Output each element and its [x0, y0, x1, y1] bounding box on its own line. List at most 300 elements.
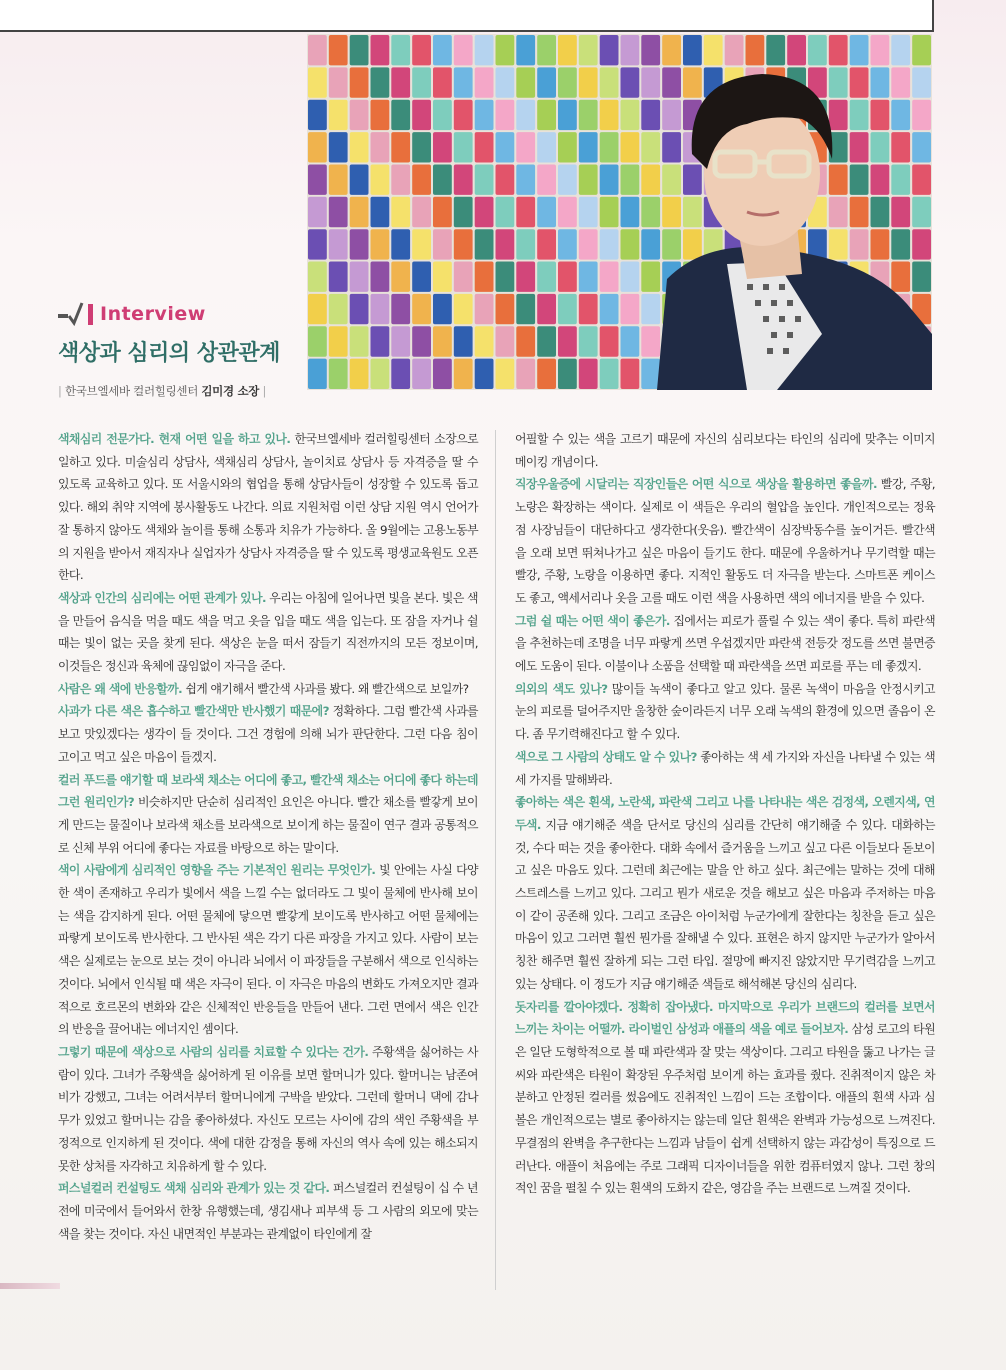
color-swatch	[433, 67, 452, 97]
article-paragraph	[515, 678, 935, 746]
color-swatch	[371, 100, 390, 130]
color-swatch	[475, 197, 494, 227]
color-swatch	[412, 100, 431, 130]
color-swatch	[829, 229, 848, 259]
color-swatch	[475, 165, 494, 195]
color-swatch	[829, 165, 848, 195]
color-swatch	[496, 100, 515, 130]
color-swatch	[683, 67, 702, 97]
color-swatch	[433, 294, 452, 324]
color-swatch	[579, 229, 598, 259]
color-swatch	[891, 165, 910, 195]
color-swatch	[475, 326, 494, 356]
color-swatch	[537, 100, 556, 130]
color-swatch	[454, 100, 473, 130]
color-swatch	[537, 262, 556, 292]
color-swatch	[329, 262, 348, 292]
color-swatch	[537, 294, 556, 324]
byline-org: 한국브엘세바 컬러힐링센터	[64, 384, 198, 398]
answer-text: 비슷하지만 단순히 심리적인 요인은 아니다. 빨간 채소를 빨갛게 보이게 만드는 물질이나 보라색 채소를 보라색으로 보이게 하는 물질이 연구 결과 공통적으로 신체 부위 어디에 좋다는 자료를 바탕으로 하는 말이다.	[58, 795, 478, 855]
color-swatch	[579, 262, 598, 292]
color-swatch	[746, 35, 765, 65]
answer-text: 한국브엘세바 컬러힐링센터 소장으로 일하고 있다. 미술심리 상담사, 색채심리 상담사, 놀이치료 상담사 등 자격증을 딸 수 있도록 교육하고 있다. 또 서울시와의 협업을 통해 상담사들이 성장할 수 있도록 돕고 있다. 해외 취약 지역에 봉사활동도 나간다. 의료 지원처럼 이런 상담 지원 역시 언어가 잘 통하지 않아도 색채와 놀이를 통해 소통과 치유가 가능하다. 올 9월에는 고용노동부의 지원을 받아서 재직자나 실업자가 상담사 자격증을 딸 수 있도록 평생교육원도 오픈한다.	[58, 432, 478, 583]
color-swatch	[641, 359, 660, 389]
color-swatch	[454, 35, 473, 65]
color-swatch	[912, 67, 931, 97]
article-paragraph	[58, 678, 478, 701]
color-swatch	[871, 165, 890, 195]
color-swatch	[641, 67, 660, 97]
color-swatch	[412, 294, 431, 324]
color-swatch	[829, 35, 848, 65]
color-swatch	[308, 262, 327, 292]
color-swatch	[433, 35, 452, 65]
color-swatch	[516, 165, 535, 195]
color-swatch	[600, 294, 619, 324]
question-text: 돗자리를 깔아야겠다. 정확히 잡아냈다. 마지막으로 우리가 브랜드의 컬러를 보면서 느끼는 차이는 어떨까. 라이벌인 삼성과 애플의 색을 예로 들어보자.	[515, 999, 935, 1037]
question-text: 직장우울증에 시달리는 직장인들은 어떤 식으로 색상을 활용하면 좋을까.	[515, 477, 877, 492]
color-swatch	[662, 197, 681, 227]
color-swatch	[433, 100, 452, 130]
question-text: 사람은 왜 색에 반응할까.	[58, 681, 183, 696]
color-swatch	[475, 35, 494, 65]
color-swatch	[537, 132, 556, 162]
color-swatch	[537, 67, 556, 97]
color-swatch	[850, 165, 869, 195]
color-swatch	[412, 229, 431, 259]
question-text: 색이 사람에게 심리적인 영향을 주는 기본적인 원리는 무엇인가.	[58, 863, 376, 878]
answer-text: 주황색을 싫어하는 사람이 있다. 그녀가 주황색을 싫어하게 된 이유를 보면 할머니가 있다. 할머니는 남존여비가 강했고, 그녀는 어려서부터 할머니에게 구박을 받았다. 그런데 할머니 댁에 감나무가 있었고 할머니는 감을 좋아하셨다. 자신도 모르는 사이에 감의 색인 주황색을 부정적으로 인지하게 된 것이다. 색에 대한 감정을 통해 자신의 역사 속에 있는 해소되지 못한 상처를 자각하고 치유하게 할 수 있다.	[58, 1044, 478, 1173]
color-swatch	[621, 100, 640, 130]
color-swatch	[516, 67, 535, 97]
question-text: 퍼스널컬러 컨설팅도 색채 심리와 관계가 있는 것 같다.	[58, 1181, 330, 1196]
color-swatch	[558, 359, 577, 389]
color-swatch	[412, 165, 431, 195]
color-swatch	[558, 165, 577, 195]
color-swatch	[850, 132, 869, 162]
color-swatch	[329, 359, 348, 389]
article-paragraph	[515, 791, 935, 995]
color-swatch	[433, 197, 452, 227]
color-swatch	[600, 67, 619, 97]
color-swatch	[537, 35, 556, 65]
color-swatch	[329, 294, 348, 324]
color-swatch	[454, 165, 473, 195]
question-text: 색상과 인간의 심리에는 어떤 관계가 있나.	[58, 590, 266, 605]
color-swatch	[558, 100, 577, 130]
color-swatch	[391, 229, 410, 259]
question-text: 색으로 그 사람의 상태도 알 수 있나?	[515, 749, 697, 764]
color-swatch	[371, 359, 390, 389]
color-swatch	[350, 229, 369, 259]
article-paragraph	[58, 769, 478, 860]
color-swatch	[454, 262, 473, 292]
question-text: 좋아하는 색은 흰색, 노란색, 파란색 그리고 나를 나타내는 색은 검정색, 오렌지색, 연두색.	[515, 795, 935, 832]
color-swatch	[329, 229, 348, 259]
color-swatch	[600, 100, 619, 130]
answer-text: 퍼스널컬러 컨설팅이 십 수 년 전에 미국에서 들어와서 한창 유행했는데, 생김새나 피부색 등 그 사람의 외모에 맞는 색을 찾는 것이다. 자신 내면적인 부분과는 관계없이 타인에게 잘	[58, 1181, 478, 1241]
color-swatch	[683, 165, 702, 195]
kicker-label: Interview	[100, 303, 206, 325]
article-paragraph	[58, 1177, 478, 1245]
color-swatch	[308, 100, 327, 130]
color-swatch	[496, 229, 515, 259]
color-swatch	[579, 132, 598, 162]
color-swatch	[683, 197, 702, 227]
color-swatch	[558, 262, 577, 292]
color-swatch	[496, 35, 515, 65]
color-swatch	[496, 294, 515, 324]
color-swatch	[308, 326, 327, 356]
color-swatch	[766, 35, 785, 65]
color-swatch	[371, 294, 390, 324]
color-swatch	[371, 197, 390, 227]
color-swatch	[579, 67, 598, 97]
answer-text: 우리는 아침에 일어나면 빛을 본다. 빛은 색을 만들어 음식을 먹을 때도 색을 먹고 옷을 입을 때도 색을 입는다. 또 잠을 자거나 쉴 때는 빛이 없는 곳을 찾게 된다. 색상은 눈을 떠서 잠들기 직전까지의 모든 정보이며, 이것들은 정신과 육체에 끊임없이 자극을 준다.	[58, 590, 478, 674]
color-swatch	[662, 35, 681, 65]
color-swatch	[641, 165, 660, 195]
article-paragraph	[58, 1041, 478, 1177]
color-swatch	[621, 67, 640, 97]
color-swatch	[454, 132, 473, 162]
answer-text: 지금 얘기해준 색을 단서로 당신의 심리를 간단히 얘기해줄 수 있다. 대화하는 것, 수다 떠는 것을 좋아한다. 대화 속에서 즐거움을 느끼고 싶고 다른 이들보다 돋보이고 싶은 마음도 있다. 그런데 최근에는 말을 안 하고 싶다. 최근에는 말하는 것에 대해 스트레스를 느끼고 있다. 그리고 뭔가 새로운 것을 해보고 싶은 마음과 주저하는 마음이 같이 공존해 있다. 그리고 조금은 아이처럼 누군가에게 잘한다는 칭찬을 듣고 싶은 마음이 있고 그러면 훨씬 뭔가를 잘해낼 수 있다. 표현은 하지 않지만 누군가가 알아서 칭찬 해주면 훨씬 잘하게 되는 그런 타입. 절망에 빠지진 않았지만 무기력감을 느끼고 있는 상태다. 이 정도가 지금 얘기해준 색들로 해석해본 당신의 심리다.	[515, 817, 935, 991]
color-swatch	[621, 359, 640, 389]
color-swatch	[600, 35, 619, 65]
color-swatch	[641, 132, 660, 162]
color-swatch	[308, 35, 327, 65]
color-swatch	[871, 100, 890, 130]
color-swatch	[871, 197, 890, 227]
color-swatch	[516, 326, 535, 356]
article-paragraph	[515, 746, 935, 791]
byline: | 한국브엘세바 컬러힐링센터 김미경 소장 |	[58, 384, 267, 398]
color-swatch	[412, 132, 431, 162]
color-swatch	[454, 294, 473, 324]
color-swatch	[308, 67, 327, 97]
color-swatch	[600, 326, 619, 356]
color-swatch	[871, 229, 890, 259]
color-swatch	[600, 165, 619, 195]
color-swatch	[433, 326, 452, 356]
color-swatch	[891, 229, 910, 259]
color-swatch	[683, 35, 702, 65]
color-swatch	[371, 67, 390, 97]
answer-text: 집에서는 피로가 풀릴 수 있는 색이 좋다. 특히 파란색을 추천하는데 조명을 너무 파랗게 쓰면 우섭겠지만 파란색 전등갓 정도를 쓰면 불면증에도 도움이 된다. 이불이나 소품을 선택할 때 파란색을 쓰면 피로를 푸는 데 좋겠지.	[515, 613, 936, 674]
question-text: 그렇기 때문에 색상으로 사람의 심리를 치료할 수 있다는 건가.	[58, 1044, 369, 1059]
color-swatch	[850, 35, 869, 65]
color-swatch	[516, 359, 535, 389]
color-swatch	[433, 229, 452, 259]
color-swatch	[641, 229, 660, 259]
article-paragraph	[58, 587, 478, 678]
color-swatch	[891, 35, 910, 65]
color-swatch	[350, 197, 369, 227]
answer-text: 쉽게 얘기해서 빨간색 사과를 봤다. 왜 빨간색으로 보일까?	[182, 681, 469, 696]
color-swatch	[641, 262, 660, 292]
color-swatch	[579, 294, 598, 324]
answer-text: 삼성 로고의 타원은 일단 도형학적으로 볼 때 파란색과 잘 맞는 색상이다. 그리고 타원을 뚫고 나가는 글씨와 파란색은 타원이 확장된 우주처럼 보이게 하는 효과를 줬다. 진취적이지 않은 차분하고 안정된 컬러를 썼음에도 진취적인 느낌이 드는 조합이다. 애플의 흰색 사과 심볼은 개인적으로는 별로 좋아하지는 않는데 일단 흰색은 완벽과 가능성으로 느껴진다. 무결점의 완벽을 추구한다는 느낌과 남들이 쉽게 선택하지 않는 과감성이 특징으로 드러난다. 애플이 처음에는 주로 그래픽 디자이너들을 위한 컴퓨터였지 않나. 그런 창의적인 꿈을 펼칠 수 있는 흰색의 도화지 같은, 영감을 주는 브랜드로 느껴질 것이다.	[515, 1022, 936, 1196]
color-swatch	[621, 229, 640, 259]
color-swatch	[329, 165, 348, 195]
color-swatch	[496, 326, 515, 356]
color-swatch	[912, 229, 931, 259]
color-swatch	[829, 197, 848, 227]
color-swatch	[850, 229, 869, 259]
section-kicker	[58, 300, 298, 328]
color-swatch	[391, 35, 410, 65]
color-swatch	[621, 132, 640, 162]
color-swatch	[537, 229, 556, 259]
color-swatch	[871, 67, 890, 97]
color-swatch	[537, 197, 556, 227]
color-swatch	[516, 197, 535, 227]
color-swatch	[558, 294, 577, 324]
color-swatch	[329, 326, 348, 356]
color-swatch	[516, 132, 535, 162]
color-swatch	[558, 132, 577, 162]
color-swatch	[621, 294, 640, 324]
color-swatch	[871, 132, 890, 162]
color-swatch	[391, 359, 410, 389]
color-swatch	[308, 294, 327, 324]
color-swatch	[621, 262, 640, 292]
color-swatch	[537, 165, 556, 195]
color-swatch	[537, 359, 556, 389]
color-swatch	[912, 197, 931, 227]
color-swatch	[516, 294, 535, 324]
color-swatch	[350, 294, 369, 324]
color-swatch	[725, 35, 744, 65]
question-text: 의외의 색도 있나?	[515, 681, 608, 696]
photo-illustration	[307, 34, 932, 390]
interview-photo	[307, 34, 932, 390]
color-swatch	[891, 262, 910, 292]
color-swatch	[350, 35, 369, 65]
color-swatch	[912, 35, 931, 65]
color-swatch	[850, 197, 869, 227]
article-header	[58, 300, 298, 399]
answer-text: 빨강, 주황, 노랑은 확장하는 색이다. 실제로 이 색들은 우리의 혈압을 높인다. 개인적으로는 정육점 사장님들이 대단하다고 생각한다(웃음). 빨간색이 심장박동수를 높이거든. 빨간색을 오래 보면 뛰쳐나가고 싶은 마음이 들기도 한다. 때문에 우울하거나 무기력할 때는 빨강, 주황, 노랑을 이용하면 좋다. 지적인 활동도 더 자극을 받는다. 스마트폰 케이스도 좋고, 액세서리나 옷을 고를 때도 이런 색을 사용하면 색의 에너지를 받을 수 있다.	[515, 477, 935, 605]
color-swatch	[475, 67, 494, 97]
color-swatch	[391, 262, 410, 292]
color-swatch	[516, 229, 535, 259]
color-swatch	[454, 326, 473, 356]
color-swatch	[579, 326, 598, 356]
color-swatch	[308, 359, 327, 389]
color-swatch	[641, 100, 660, 130]
color-swatch	[600, 229, 619, 259]
color-swatch	[829, 100, 848, 130]
article-title: 색상과 심리의 상관관계	[58, 341, 280, 366]
article-paragraph	[515, 473, 935, 609]
color-swatch	[475, 262, 494, 292]
color-swatch	[641, 197, 660, 227]
answer-text: 많이들 녹색이 좋다고 알고 있다. 물론 녹색이 마음을 안정시키고 눈의 피로를 덜어주지만 울창한 숲이라든지 너무 오래 녹색의 환경에 있으면 졸음이 온다. 좀 무기력해진다고 할 수 있다.	[515, 681, 935, 742]
color-swatch	[662, 165, 681, 195]
color-swatch	[621, 165, 640, 195]
color-swatch	[787, 35, 806, 65]
color-swatch	[558, 229, 577, 259]
byline-name: 김미경 소장	[201, 384, 260, 398]
color-swatch	[579, 165, 598, 195]
color-swatch	[412, 262, 431, 292]
color-swatch	[475, 359, 494, 389]
question-text: 색채심리 전문가다. 현재 어떤 일을 하고 있나.	[58, 432, 291, 446]
color-swatch	[454, 197, 473, 227]
answer-text: 어필할 수 있는 색을 고르기 때문에 자신의 심리보다는 타인의 심리에 맞추는 이미지 메이킹 개념이다.	[515, 432, 935, 469]
color-swatch	[662, 67, 681, 97]
color-swatch	[621, 35, 640, 65]
article-paragraph	[58, 428, 478, 587]
color-swatch	[496, 262, 515, 292]
article-paragraph	[58, 859, 478, 1041]
color-swatch	[871, 35, 890, 65]
article-paragraph	[515, 428, 935, 473]
interview-mark-icon	[58, 301, 94, 327]
color-swatch	[412, 197, 431, 227]
color-swatch	[350, 262, 369, 292]
color-swatch	[329, 197, 348, 227]
color-swatch	[371, 229, 390, 259]
color-swatch	[433, 132, 452, 162]
color-swatch	[662, 132, 681, 162]
article-column-left	[58, 428, 478, 1245]
color-swatch	[475, 294, 494, 324]
color-swatch	[350, 100, 369, 130]
article-paragraph	[515, 610, 935, 678]
color-swatch	[350, 132, 369, 162]
color-swatch	[891, 100, 910, 130]
color-swatch	[371, 262, 390, 292]
color-swatch	[641, 294, 660, 324]
color-swatch	[371, 326, 390, 356]
article-paragraph	[515, 996, 935, 1200]
color-swatch	[454, 229, 473, 259]
color-swatch	[350, 359, 369, 389]
color-swatch	[308, 165, 327, 195]
color-swatch	[496, 67, 515, 97]
color-swatch	[329, 67, 348, 97]
color-swatch	[641, 326, 660, 356]
color-swatch	[329, 35, 348, 65]
color-swatch	[412, 35, 431, 65]
color-swatch	[433, 262, 452, 292]
color-swatch	[350, 67, 369, 97]
color-swatch	[391, 100, 410, 130]
color-swatch	[704, 35, 723, 65]
color-swatch	[371, 35, 390, 65]
color-swatch	[516, 100, 535, 130]
color-swatch	[891, 67, 910, 97]
color-swatch	[475, 100, 494, 130]
answer-text: 빛 안에는 사실 다양한 색이 존재하고 우리가 빛에서 색을 느낄 수는 없더라도 그 빛이 물체에 반사해 보이는 색을 감지하게 된다. 어떤 물체에 닿으면 빨갛게 보이도록 반사하고 어떤 물체에는 파랗게 보이도록 반사한다. 그 반사된 색은 각기 다른 파장을 가지고 있다. 사람이 보는 색은 실제로는 눈으로 보는 것이 아니라 뇌에서 이 파장들을 구분해서 색으로 인식하는 것이다. 뇌에서 인식될 때 색은 자극이 된다. 이 자극은 마음의 변화도 가져오지만 결과적으로 호르몬의 변화와 같은 신체적인 반응들을 만들어 낸다. 그런 면에서 색은 인간의 반응을 끌어내는 에너지인 셈이다.	[58, 863, 478, 1037]
color-swatch	[371, 132, 390, 162]
color-swatch	[912, 132, 931, 162]
color-swatch	[496, 359, 515, 389]
color-swatch	[475, 229, 494, 259]
color-swatch	[329, 132, 348, 162]
color-swatch	[433, 359, 452, 389]
color-swatch	[912, 262, 931, 292]
color-swatch	[391, 326, 410, 356]
color-swatch	[579, 359, 598, 389]
color-swatch	[391, 294, 410, 324]
color-swatch	[391, 165, 410, 195]
color-swatch	[850, 100, 869, 130]
top-band	[0, 0, 934, 32]
color-swatch	[621, 197, 640, 227]
color-swatch	[641, 35, 660, 65]
color-swatch	[808, 35, 827, 65]
color-swatch	[496, 165, 515, 195]
question-text: 그럼 쉴 때는 어떤 색이 좋은가.	[515, 613, 670, 628]
color-swatch	[537, 326, 556, 356]
color-swatch	[433, 165, 452, 195]
color-swatch	[350, 326, 369, 356]
color-swatch	[454, 67, 473, 97]
color-swatch	[600, 359, 619, 389]
color-swatch	[891, 197, 910, 227]
article-paragraph	[58, 700, 478, 768]
color-swatch	[558, 197, 577, 227]
color-swatch	[600, 262, 619, 292]
color-swatch	[308, 132, 327, 162]
color-swatch	[496, 197, 515, 227]
color-swatch	[600, 197, 619, 227]
color-swatch	[412, 359, 431, 389]
color-swatch	[350, 165, 369, 195]
color-swatch	[912, 165, 931, 195]
answer-text: 좋아하는 색 세 가지와 자신을 나타낼 수 있는 색 세 가지를 말해봐라.	[515, 749, 936, 787]
color-swatch	[371, 165, 390, 195]
color-swatch	[391, 197, 410, 227]
color-swatch	[558, 35, 577, 65]
color-swatch	[516, 35, 535, 65]
color-swatch	[850, 67, 869, 97]
page-edge-ribbon	[0, 1283, 60, 1289]
color-swatch	[412, 326, 431, 356]
color-swatch	[454, 359, 473, 389]
color-swatch	[329, 100, 348, 130]
color-swatch	[496, 132, 515, 162]
color-swatch	[391, 132, 410, 162]
color-swatch	[558, 326, 577, 356]
question-text: 컬러 푸드를 얘기할 때 보라색 채소는 어디에 좋고, 빨간색 채소는 어디에 좋다 하는데 그런 원리인가?	[58, 772, 478, 810]
color-swatch	[516, 262, 535, 292]
color-swatch	[662, 229, 681, 259]
color-swatch	[600, 132, 619, 162]
question-text: 사과가 다른 색은 흡수하고 빨간색만 반사했기 때문에?	[58, 704, 329, 719]
color-swatch	[829, 67, 848, 97]
color-swatch	[308, 197, 327, 227]
color-swatch	[579, 197, 598, 227]
article-column-right	[515, 428, 935, 1200]
color-swatch	[621, 326, 640, 356]
color-swatch	[579, 100, 598, 130]
color-swatch	[662, 100, 681, 130]
color-swatch	[558, 67, 577, 97]
color-swatch	[391, 67, 410, 97]
column-divider	[495, 430, 496, 1290]
color-swatch	[475, 132, 494, 162]
color-swatch	[579, 35, 598, 65]
color-swatch	[891, 132, 910, 162]
color-swatch	[683, 229, 702, 259]
color-swatch	[912, 100, 931, 130]
color-swatch	[308, 229, 327, 259]
answer-text: 정확하다. 그럼 빨간색 사과를 보고 맛있겠다는 생각이 들 것이다. 그건 경험에 의해 뇌가 판단한다. 그런 다음 침이 고이고 먹고 싶은 마음이 들겠지.	[58, 704, 478, 764]
color-swatch	[412, 67, 431, 97]
